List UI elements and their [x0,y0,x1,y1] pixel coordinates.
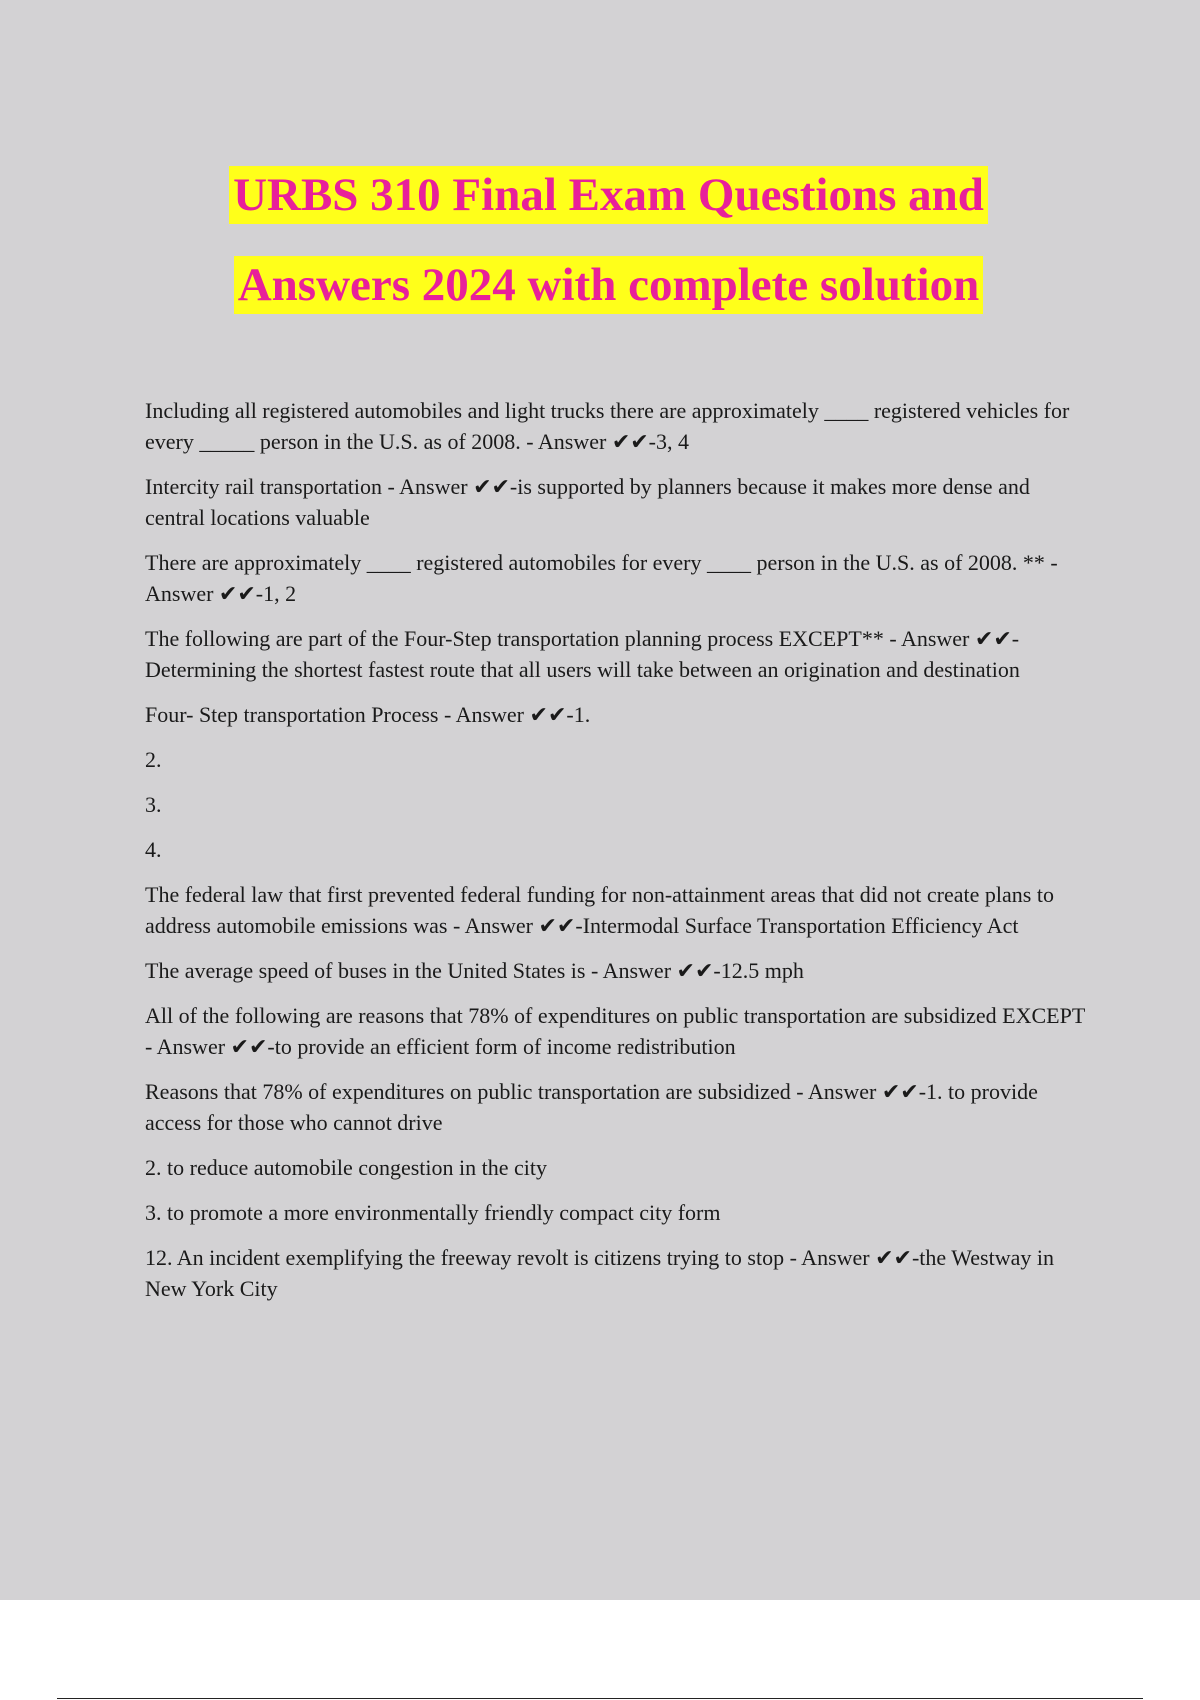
qa-paragraph: Including all registered automobiles and light trucks there are approximately ____ registered vehicles for every _____ person in the U.S. as of 2008. - Answer ✔✔-3, 4 [145,398,1070,454]
qa-paragraph: 3. to promote a more environmentally friendly compact city form [145,1200,721,1225]
qa-paragraph: 3. [145,792,162,817]
qa-paragraph: 4. [145,837,162,862]
qa-paragraph: Reasons that 78% of expenditures on public transportation are subsidized - Answer ✔✔-1. to provide access for those who cannot drive [145,1079,1038,1135]
qa-paragraph: All of the following are reasons that 78% of expenditures on public transportation are subsidized EXCEPT - Answer ✔✔-to provide an efficient form of income redistribution [145,1003,1085,1059]
question-list [145,395,1085,1318]
document-title [0,166,1200,314]
qa-paragraph: The federal law that first prevented federal funding for non-attainment areas that did not create plans to address automobile emissions was - Answer ✔✔-Intermodal Surface Transportation Efficiency Act [145,882,1054,938]
footer-divider [57,1698,1143,1699]
qa-paragraph: The following are part of the Four-Step transportation planning process EXCEPT** - Answer ✔✔-Determining the shortest fastest route that all users will take between an origination and destination [145,626,1020,682]
qa-paragraph: 2. [145,747,162,772]
qa-paragraph: There are approximately ____ registered automobiles for every ____ person in the U.S. as of 2008. ** - Answer ✔✔-1, 2 [145,550,1058,606]
qa-paragraph: Four- Step transportation Process - Answer ✔✔-1. [145,702,591,727]
title-line-2: Answers 2024 with complete solution [234,256,984,314]
qa-paragraph: The average speed of buses in the United States is - Answer ✔✔-12.5 mph [145,958,804,983]
title-line-1: URBS 310 Final Exam Questions and [229,166,988,224]
qa-paragraph: Intercity rail transportation - Answer ✔✔-is supported by planners because it makes more dense and central locations valuable [145,474,1030,530]
qa-paragraph: 12. An incident exemplifying the freeway revolt is citizens trying to stop - Answer ✔✔-the Westway in New York City [145,1245,1054,1301]
qa-paragraph: 2. to reduce automobile congestion in the city [145,1155,548,1180]
